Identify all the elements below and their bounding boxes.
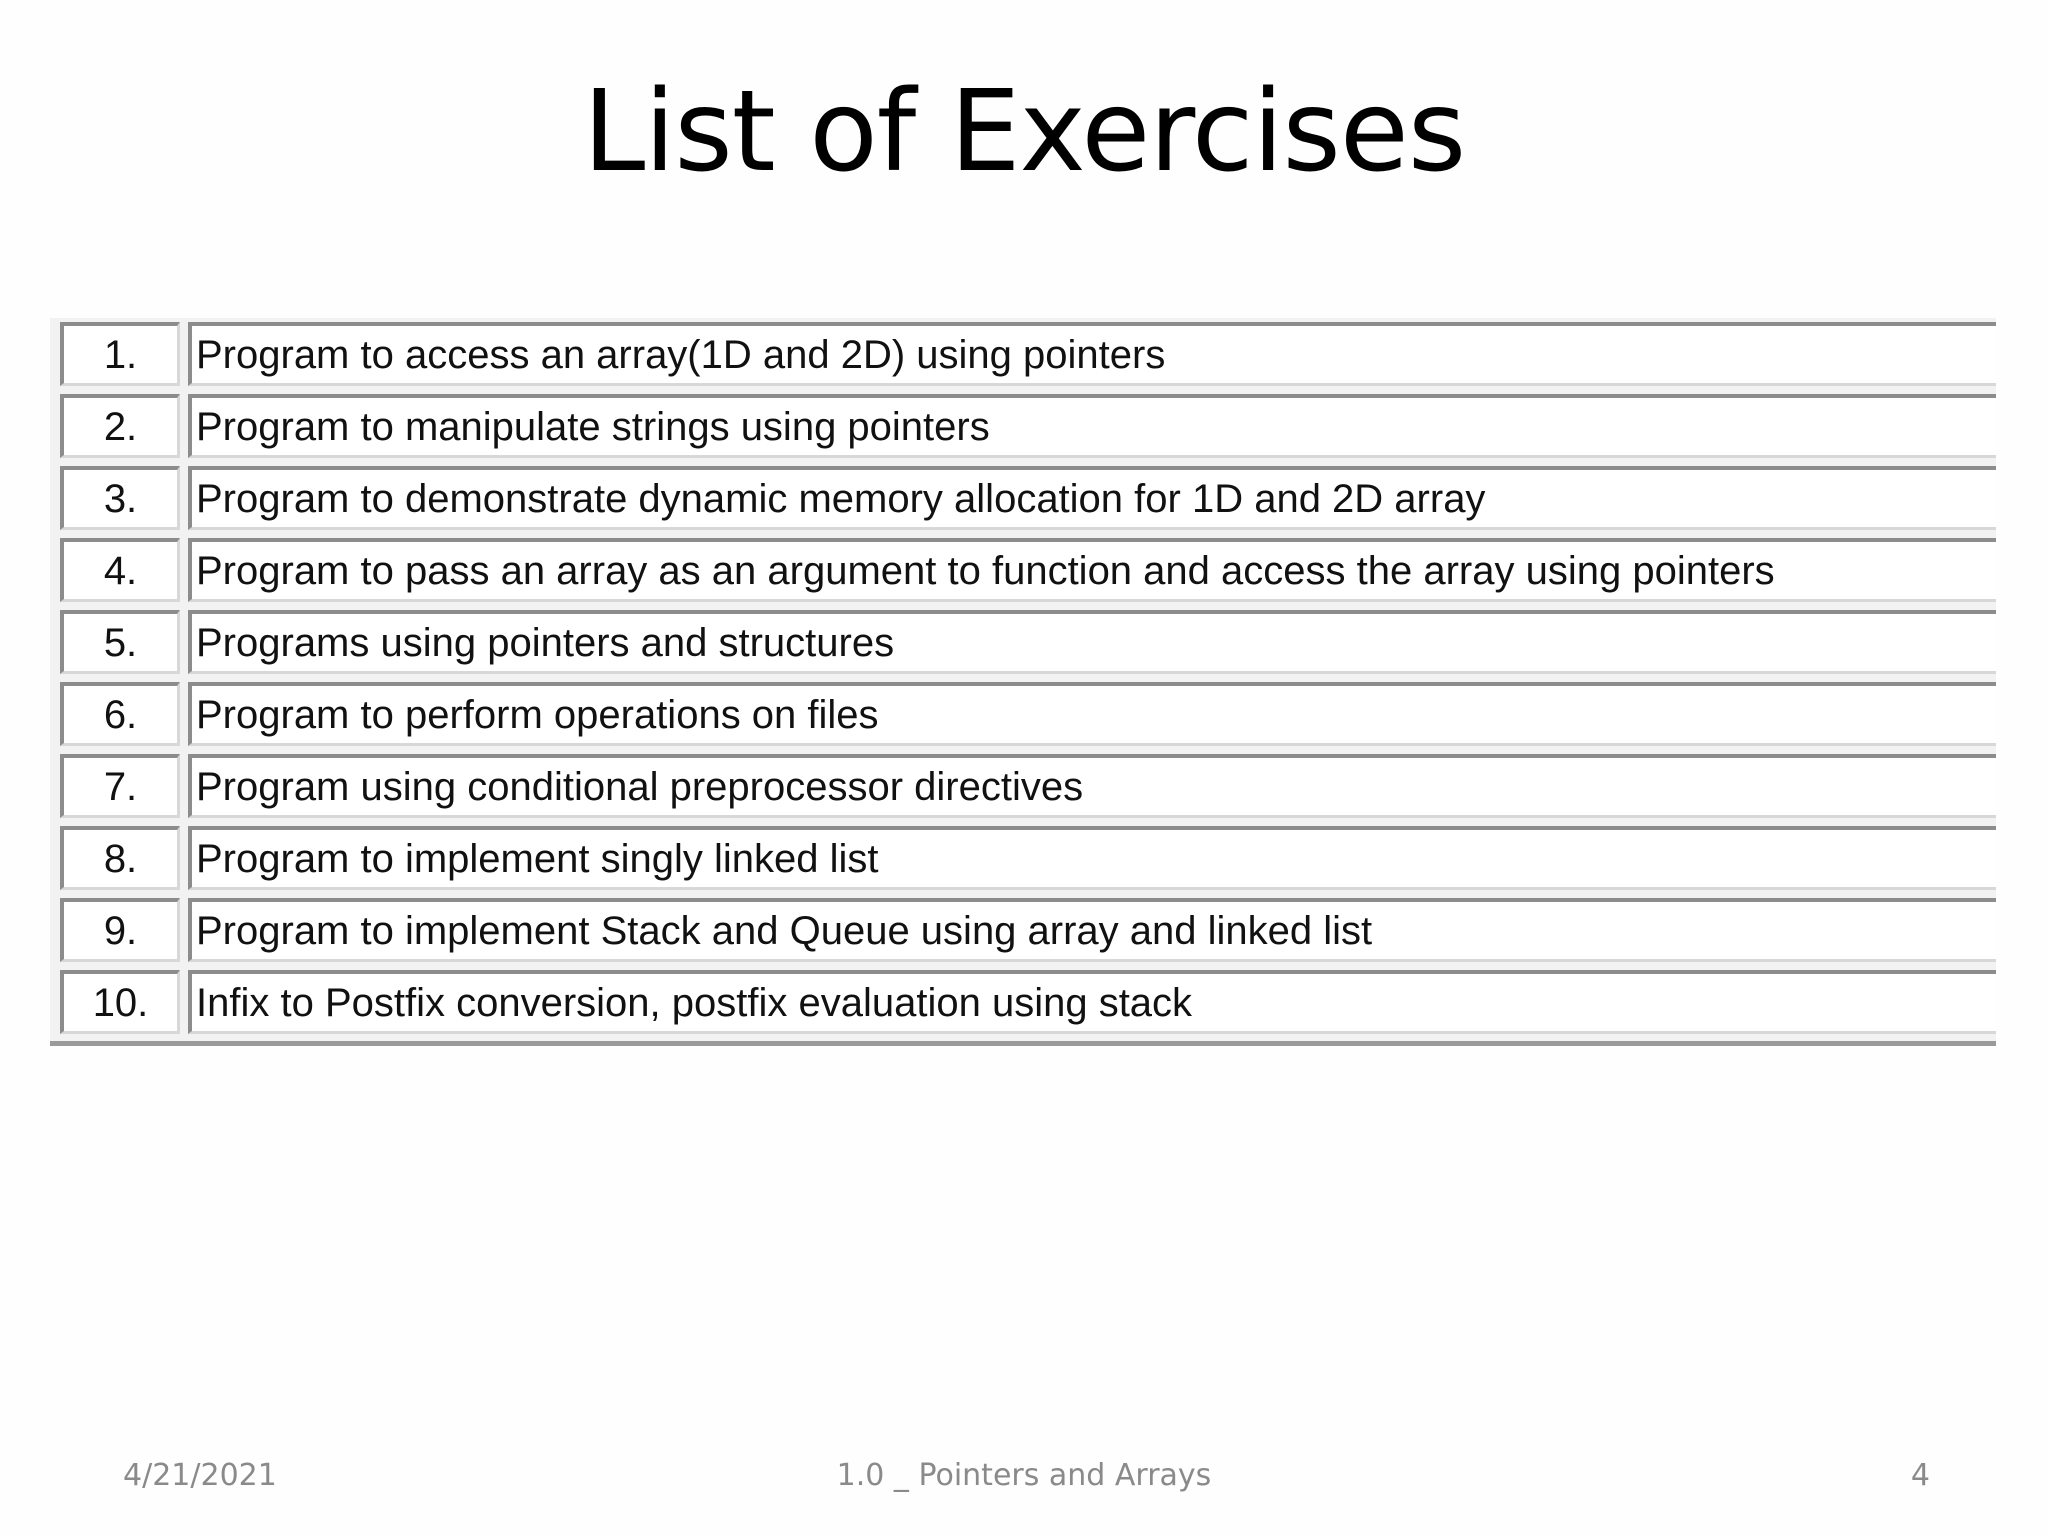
exercise-number: 3.: [60, 466, 180, 530]
table-row: [60, 322, 1996, 386]
exercise-number: 5.: [60, 610, 180, 674]
exercise-number: 7.: [60, 754, 180, 818]
exercise-description: Program using conditional preprocessor directives: [188, 754, 1996, 818]
footer-page-number: 4: [1910, 1458, 1930, 1493]
exercise-number: 4.: [60, 538, 180, 602]
exercise-description: Programs using pointers and structures: [188, 610, 1996, 674]
exercise-number: 9.: [60, 898, 180, 962]
exercise-number: 1.: [60, 322, 180, 386]
footer-date: 4/21/2021: [123, 1458, 277, 1493]
exercise-description: Program to implement singly linked list: [188, 826, 1996, 890]
table-row: [60, 682, 1996, 746]
exercise-description: Program to access an array(1D and 2D) using pointers: [188, 322, 1996, 386]
exercise-description: Infix to Postfix conversion, postfix evaluation using stack: [188, 970, 1996, 1034]
table-row: [60, 466, 1996, 530]
table-row: [60, 826, 1996, 890]
table-row: [60, 394, 1996, 458]
exercise-number: 8.: [60, 826, 180, 890]
exercise-description: Program to demonstrate dynamic memory allocation for 1D and 2D array: [188, 466, 1996, 530]
exercise-description: Program to implement Stack and Queue using array and linked list: [188, 898, 1996, 962]
table-row: [60, 970, 1996, 1034]
table-row: [60, 898, 1996, 962]
exercise-number: 2.: [60, 394, 180, 458]
exercise-description: Program to perform operations on files: [188, 682, 1996, 746]
exercise-number: 10.: [60, 970, 180, 1034]
exercise-table: [50, 318, 1996, 1046]
exercise-description: Program to manipulate strings using pointers: [188, 394, 1996, 458]
exercise-description: Program to pass an array as an argument to function and access the array using pointers: [188, 538, 1996, 602]
slide-title: List of Exercises: [582, 67, 1466, 197]
table-row: [60, 610, 1996, 674]
table-row: [60, 538, 1996, 602]
footer-title: 1.0 _ Pointers and Arrays: [836, 1458, 1212, 1493]
table-row: [60, 754, 1996, 818]
exercise-number: 6.: [60, 682, 180, 746]
